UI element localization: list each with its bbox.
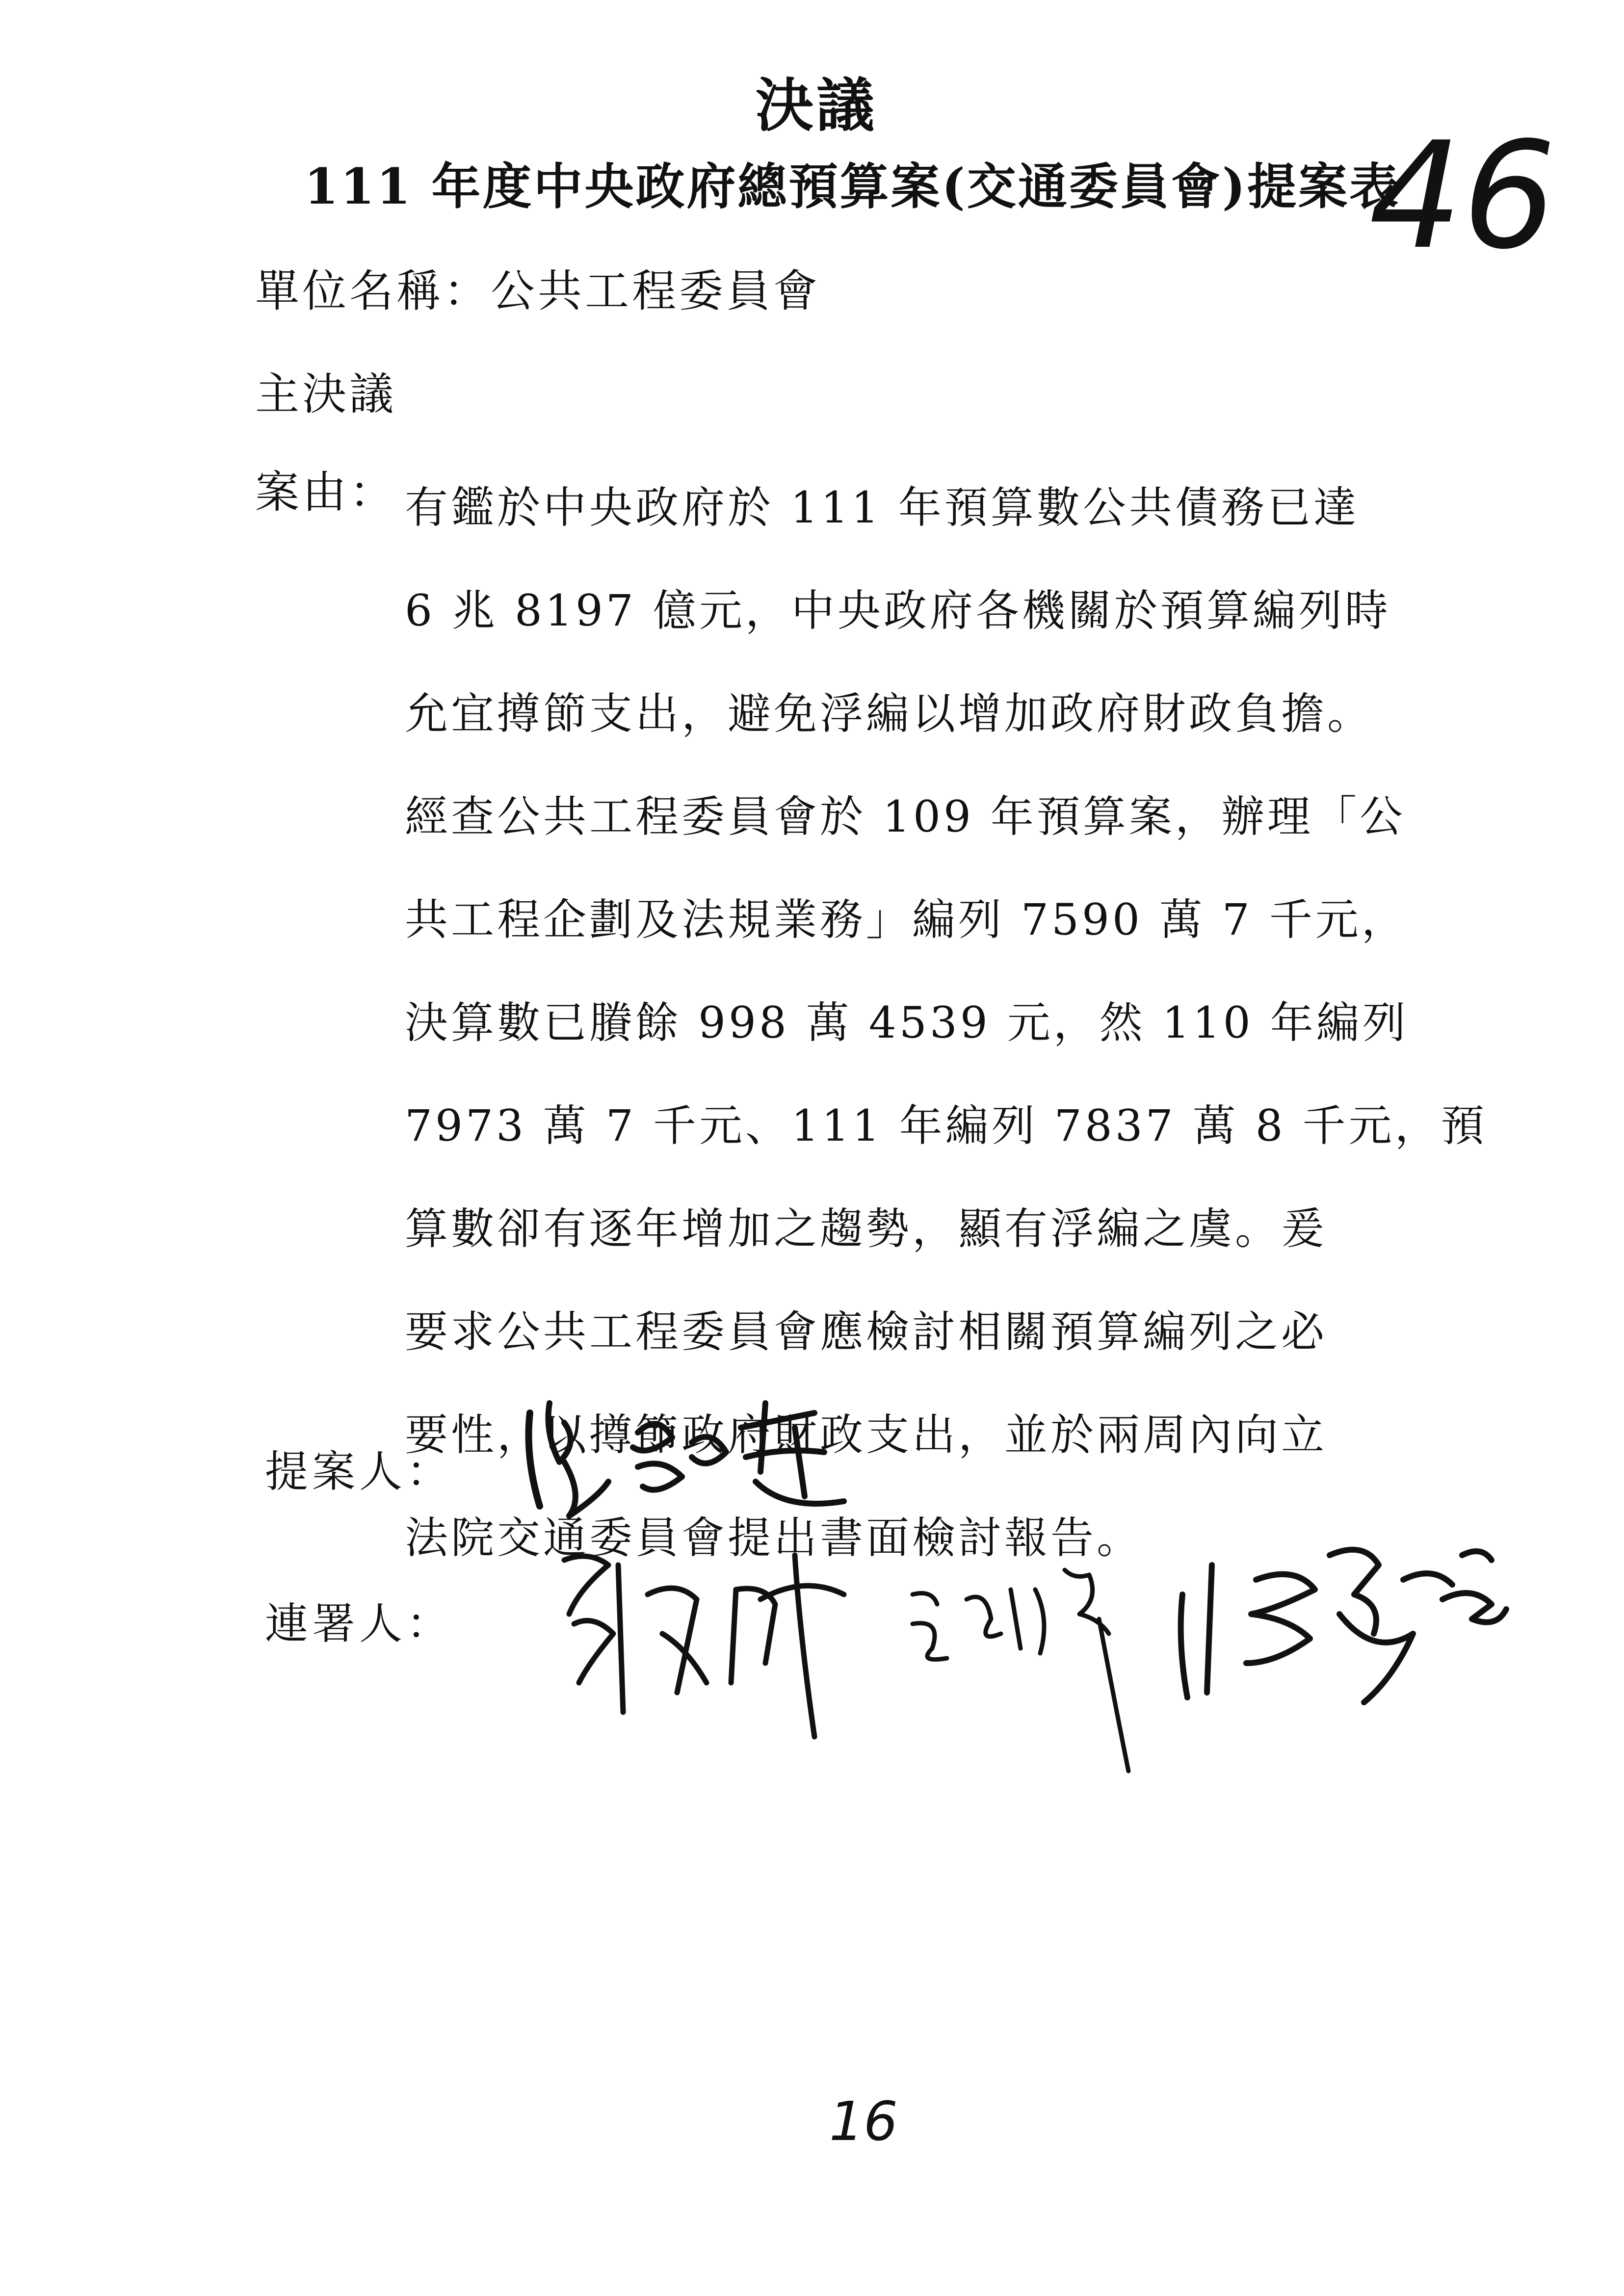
reason-line: 7973 萬 7 千元、111 年編列 7837 萬 8 千元，預 <box>405 1100 1487 1151</box>
cosigner-signature <box>1168 1536 1511 1722</box>
section-heading: 主決議 <box>255 368 396 420</box>
reason-line: 要性，以撙節政府財政支出，並於兩周內向立 <box>405 1409 1328 1460</box>
reason-line: 允宜撙節支出，避免浮編以增加政府財政負擔。 <box>405 688 1374 739</box>
resolution-handwritten-label: 決議 <box>756 71 878 139</box>
page-number: 16 <box>829 2090 898 2153</box>
reason-line: 法院交通委員會提出書面檢討報告。 <box>405 1513 1143 1563</box>
document-title: 111 年度中央政府總預算案(交通委員會)提案表 <box>304 157 1401 215</box>
reason-line: 有鑑於中央政府於 111 年預算數公共債務已達 <box>405 482 1360 533</box>
reason-label: 案由： <box>255 467 396 518</box>
reason-line: 算數卻有逐年增加之趨勢，顯有浮編之虞。爰 <box>405 1203 1328 1254</box>
handwritten-number: 46 <box>1369 110 1556 282</box>
proposer-label: 提案人： <box>265 1446 454 1497</box>
reason-line: 要求公共工程委員會應檢討相關預算編列之必 <box>405 1306 1328 1357</box>
unit-line: 單位名稱：公共工程委員會 <box>255 265 820 317</box>
reason-line: 決算數已賸餘 998 萬 4539 元，然 110 年編列 <box>405 997 1409 1048</box>
cosigner-signature <box>903 1560 1158 1776</box>
reason-line: 6 兆 8197 億元，中央政府各機關於預算編列時 <box>405 585 1391 636</box>
cosigner-label: 連署人： <box>265 1598 454 1649</box>
cosigner-signature <box>550 1536 854 1742</box>
proposer-signature <box>510 1383 864 1531</box>
reason-line: 共工程企劃及法規業務」編列 7590 萬 7 千元， <box>405 894 1408 945</box>
reason-line: 經查公共工程委員會於 109 年預算案，辦理「公 <box>405 791 1406 842</box>
